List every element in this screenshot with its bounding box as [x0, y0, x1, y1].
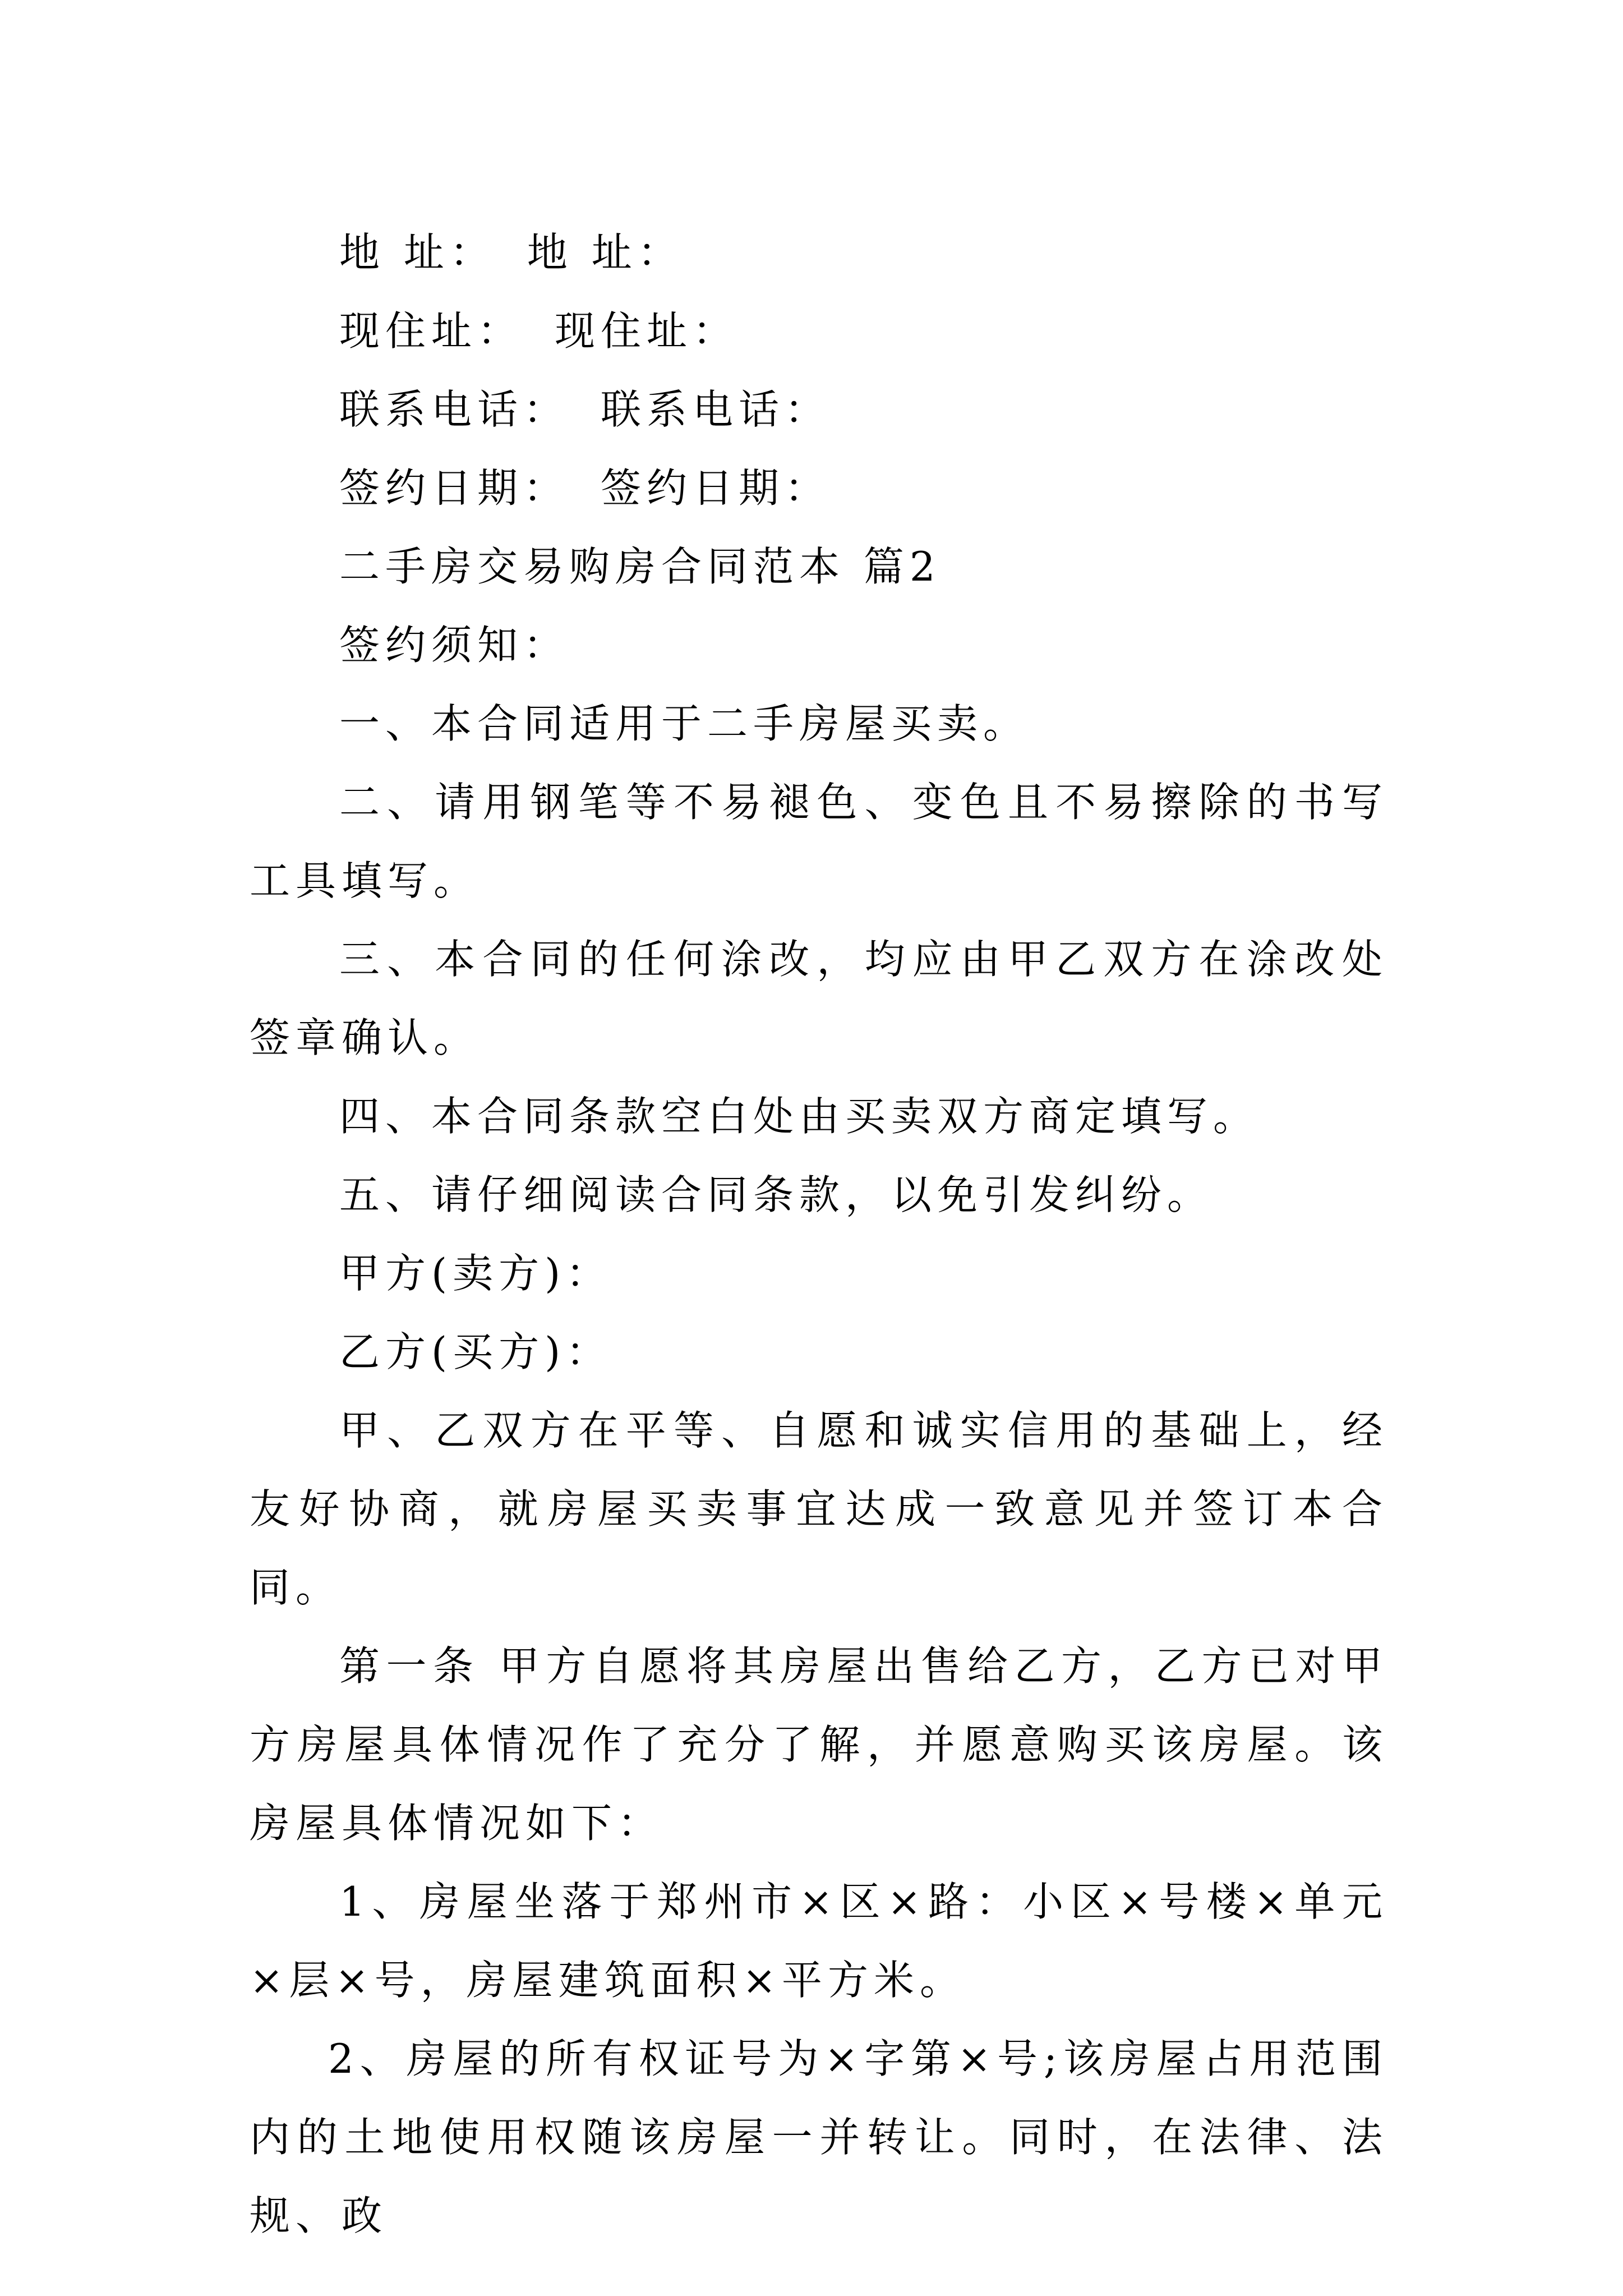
notice-item: 四、本合同条款空白处由买卖双方商定填写。: [339, 1093, 1260, 1140]
residence-label-left: 现住址：: [339, 307, 524, 355]
address-row: [250, 213, 1388, 292]
notice-item: 一、本合同适用于二手房屋买卖。: [339, 700, 1030, 747]
notice-item: 五、请仔细阅读合同条款，以免引发纠纷。: [339, 1171, 1214, 1218]
notice-heading: 签约须知：: [339, 622, 570, 669]
notice-item: 二、请用钢笔等不易褪色、变色且不易擦除的书写工具填写。: [250, 779, 1388, 904]
section-title: 二手房交易购房合同范本 篇2: [339, 543, 941, 590]
address-label-right: 地 址：: [527, 229, 684, 276]
party-a-label: 甲方(卖方)：: [339, 1250, 612, 1297]
document-body: [250, 213, 1388, 2255]
address-label-left: 地 址：: [339, 229, 496, 276]
residence-row: [250, 292, 1388, 370]
sign-date-row: [250, 449, 1388, 527]
article-1-paragraph: 第一条 甲方自愿将其房屋出售给乙方，乙方已对甲方房屋具体情况作了充分了解，并愿意购买该房屋。该房屋具体情况如下：: [250, 1642, 1388, 1847]
sign-date-label-right: 签约日期：: [601, 464, 831, 512]
phone-label-right: 联系电话：: [601, 386, 831, 433]
phone-label-left: 联系电话：: [339, 386, 570, 433]
preamble-paragraph: 甲、乙双方在平等、自愿和诚实信用的基础上，经友好协商，就房屋买卖事宜达成一致意见并签订本合同。: [250, 1407, 1388, 1611]
notice-item: 三、本合同的任何涂改，均应由甲乙双方在涂改处签章确认。: [250, 936, 1388, 1061]
article-1-item-2: 2、房屋的所有权证号为×字第×号;该房屋占用范围内的土地使用权随该房屋一并转让。同时，在法律、法规、政: [250, 2035, 1388, 2239]
residence-label-right: 现住址：: [555, 307, 739, 355]
sign-date-label-left: 签约日期：: [339, 464, 570, 512]
article-1-item-1: 1、房屋坐落于郑州市×区×路：小区×号楼×单元×层×号，房屋建筑面积×平方米。: [250, 1878, 1388, 2004]
phone-row: [250, 370, 1388, 449]
party-b-label: 乙方(买方)：: [339, 1328, 612, 1375]
